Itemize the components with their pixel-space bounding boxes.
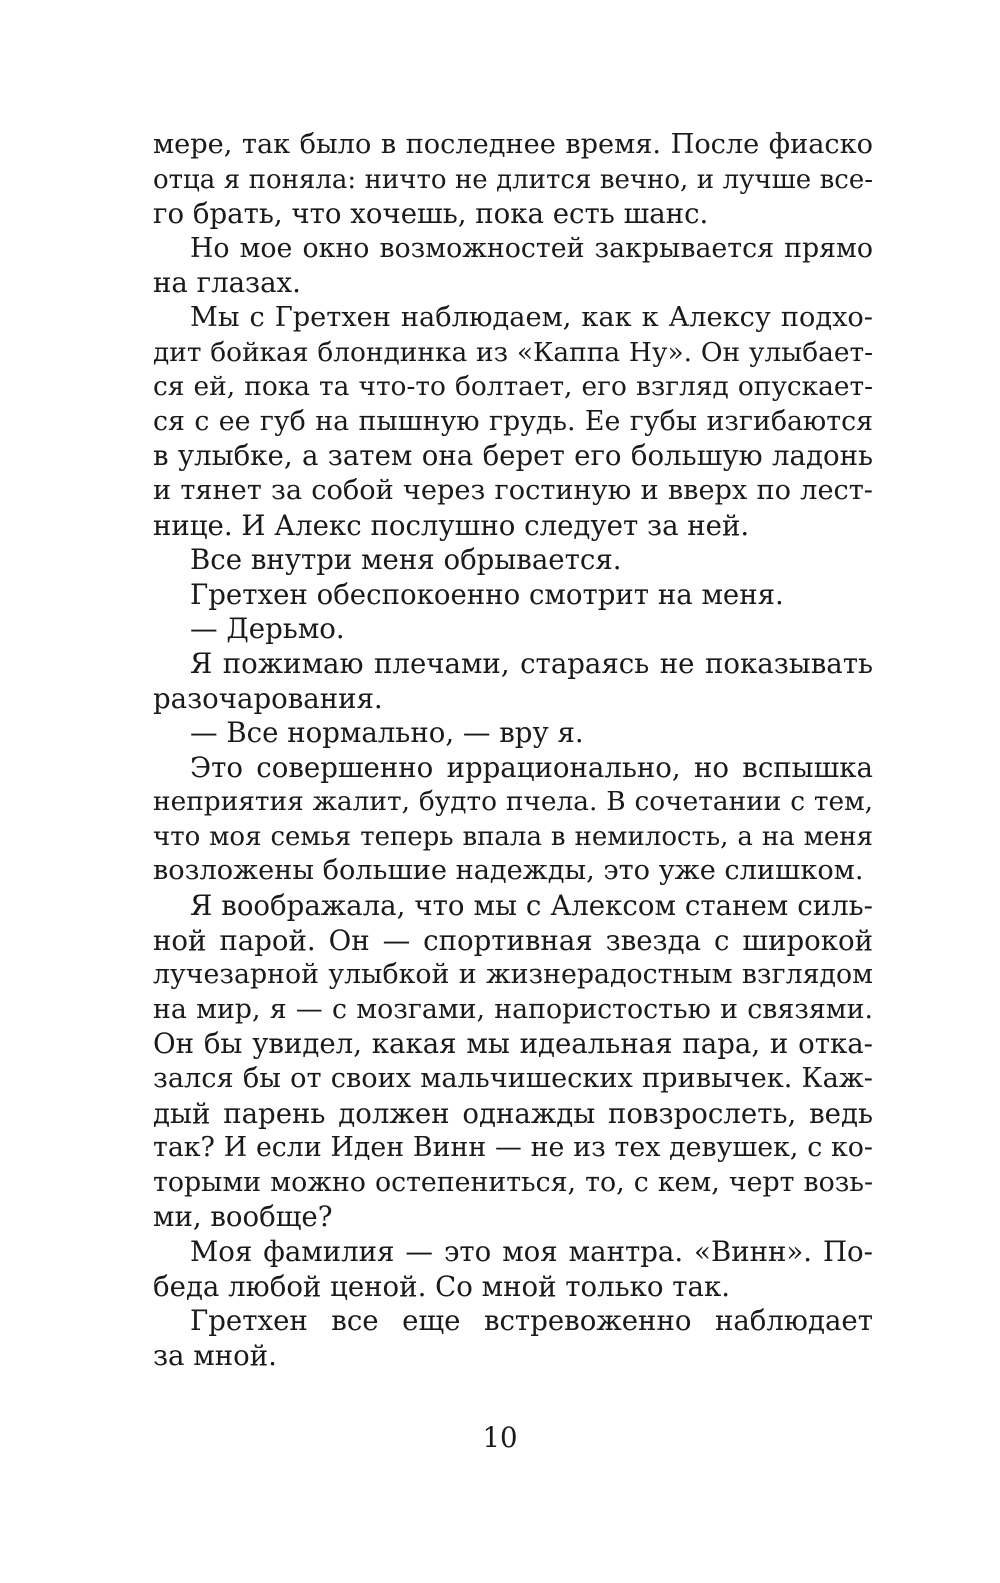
text-line: Мы с Гретхен наблюдаем, как к Алексу подхо-: [190, 301, 873, 333]
text-line: Он бы увидел, какая мы идеальная пара, и отка-: [153, 1027, 873, 1061]
text-line: и тянет за собой через гостиную и вверх по лест-: [153, 474, 873, 506]
text-line: ми, вообще?: [153, 1200, 333, 1234]
text-line: ся с ее губ на пышную грудь. Ее губы изгибаются: [153, 405, 873, 437]
text-line: беда любой ценой. Со мной только так.: [153, 1269, 731, 1303]
text-line: дит бойкая блондинка из «Каппа Ну». Он улыбает-: [153, 336, 873, 368]
text-line: так? И если Иден Винн — не из тех девушек, с ко-: [153, 1132, 873, 1164]
text-line: возложены большие надежды, это уже слишком.: [153, 855, 864, 887]
page-number: 10: [482, 1421, 518, 1454]
text-line: Гретхен все еще встревоженно наблюдает: [190, 1304, 873, 1338]
text-line: разочарования.: [153, 681, 383, 715]
text-line: за мной.: [153, 1338, 277, 1372]
text-line: — Все нормально, — вру я.: [190, 716, 584, 750]
text-line: торыми можно остепениться, то, с кем, черт возь-: [153, 1166, 873, 1198]
text-line: — Дерьмо.: [190, 612, 345, 646]
text-line: Это совершенно иррационально, но вспышка: [190, 750, 873, 784]
text-line: лучезарной улыбкой и жизнерадостным взглядом: [153, 959, 873, 991]
text-line: неприятия жалит, будто пчела. В сочетании с тем,: [153, 786, 873, 818]
text-line: отца я поняла: ничто не длится вечно, и лучше все-: [153, 164, 873, 195]
text-line: на глазах.: [153, 266, 301, 300]
text-line: го брать, что хочешь, пока есть шанс.: [153, 197, 709, 231]
text-line: Моя фамилия — это моя мантра. «Винн». По-: [190, 1235, 873, 1268]
text-line: ся ей, пока та что-то болтает, его взгляд опускает-: [153, 371, 873, 403]
text-line: на мир, я — с мозгами, напористостью и связями.: [153, 993, 873, 1025]
text-line: Гретхен обеспокоенно смотрит на меня.: [190, 577, 784, 611]
text-line: Я пожимаю плечами, стараясь не показывать: [190, 646, 873, 680]
text-line: что моя семья теперь впала в немилость, а на меня: [153, 821, 873, 852]
text-line: мере, так было в последнее время. После фиаско: [153, 129, 873, 160]
text-line: Но мое окно возможностей закрывается прямо: [190, 232, 873, 264]
text-line: Я воображала, что мы с Алексом станем силь-: [190, 889, 873, 923]
page-text: [153, 128, 873, 1373]
text-line: в улыбке, а затем она берет его большую ладонь: [153, 439, 873, 473]
text-line: Все внутри меня обрывается.: [190, 543, 622, 577]
text-line: дый парень должен однажды повзрослеть, ведь: [153, 1096, 873, 1130]
text-line: нице. И Алекс послушно следует за ней.: [153, 508, 750, 542]
text-line: ной парой. Он — спортивная звезда с широкой: [153, 923, 873, 957]
text-line: зался бы от своих мальчишеских привычек. Каж-: [153, 1063, 873, 1095]
